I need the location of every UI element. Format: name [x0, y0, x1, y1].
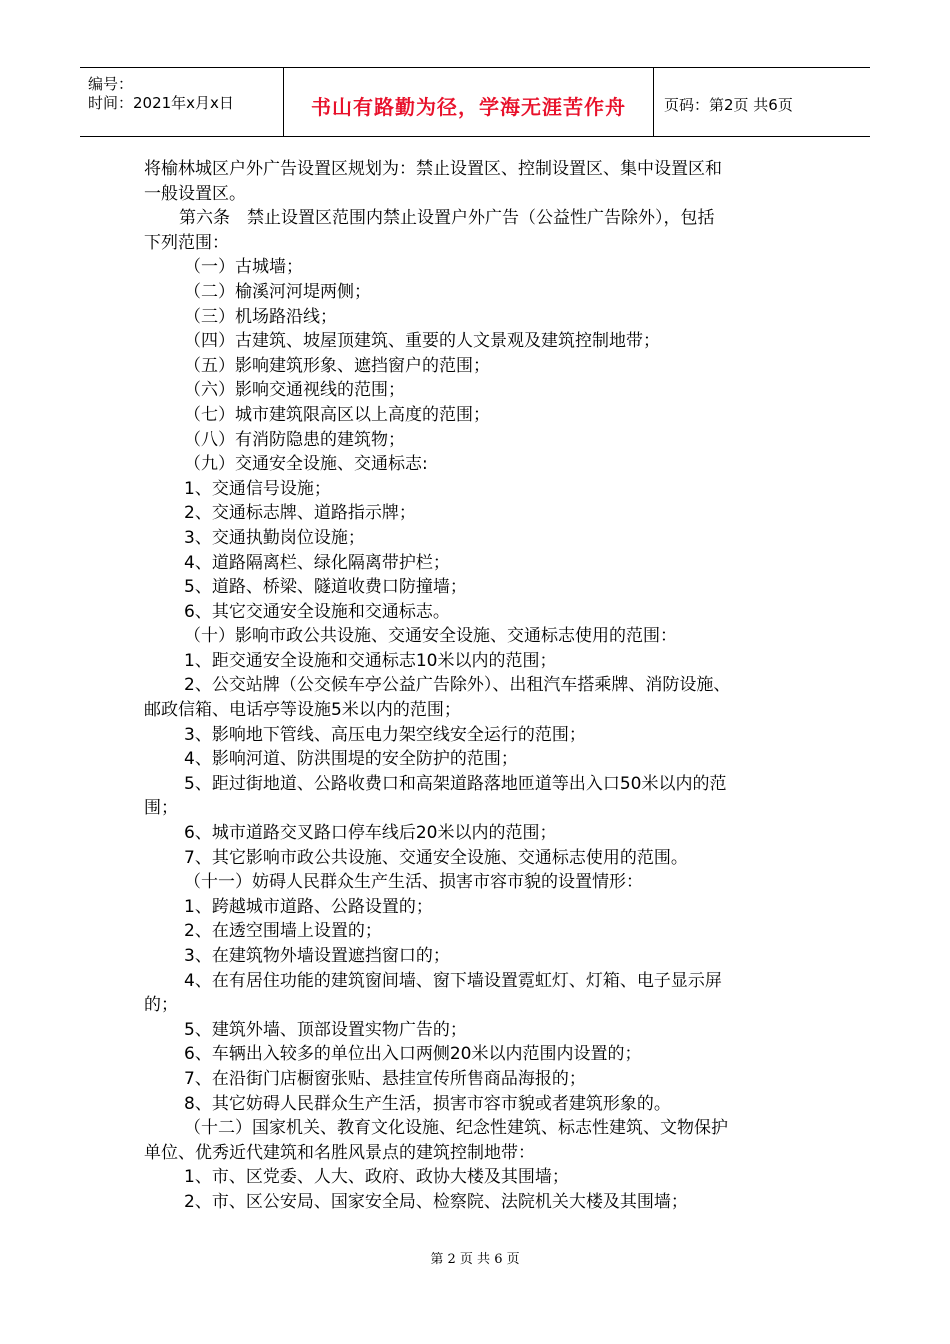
body-line: 1、市、区党委、人大、政府、政协大楼及其围墙； [184, 1167, 569, 1188]
body-line: 2、在透空围墙上设置的； [184, 921, 382, 942]
body-line: 1、距交通安全设施和交通标志10米以内的范围； [184, 650, 557, 671]
body-line: （八）有消防隐患的建筑物； [184, 429, 405, 450]
body-line: 将榆林城区户外广告设置区规划为：禁止设置区、控制设置区、集中设置区和 [144, 159, 722, 179]
body-line: 5、建筑外墙、顶部设置实物广告的； [184, 1019, 467, 1040]
header-page-cell [654, 68, 870, 136]
body-line: 单位、优秀近代建筑和名胜风景点的建筑控制地带： [144, 1142, 535, 1163]
document-body [144, 157, 804, 1215]
body-line: （三）机场路沿线； [184, 306, 337, 327]
body-line: 4、在有居住功能的建筑窗间墙、窗下墙设置霓虹灯、灯箱、电子显示屏 [184, 970, 722, 991]
body-line: 6、其它交通安全设施和交通标志。 [184, 601, 450, 622]
body-line: （五）影响建筑形象、遮挡窗户的范围； [184, 355, 490, 376]
body-line: 1、跨越城市道路、公路设置的； [184, 896, 433, 917]
body-line: 3、在建筑物外墙设置遮挡窗口的； [184, 946, 450, 966]
body-line: 3、交通执勤岗位设施； [184, 527, 365, 548]
header-info-cell [80, 68, 284, 136]
body-line: （十）影响市政公共设施、交通安全设施、交通标志使用的范围： [184, 626, 677, 647]
body-line: 一般设置区。 [144, 183, 246, 204]
body-line: 2、交通标志牌、道路指示牌； [184, 503, 416, 524]
body-line: 5、距过街地道、公路收费口和高架道路落地匝道等出入口50米以内的范 [184, 773, 727, 794]
body-line: （四）古建筑、坡屋顶建筑、重要的人文景观及建筑控制地带； [184, 331, 660, 352]
body-line: 4、影响河道、防洪围堤的安全防护的范围； [184, 749, 518, 770]
body-line: （十一）妨碍人民群众生产生活、损害市容市貌的设置情形： [184, 872, 643, 893]
header-motto-cell [284, 68, 654, 136]
body-line: 6、车辆出入较多的单位出入口两侧20米以内范围内设置的； [184, 1044, 642, 1065]
body-line: 1、交通信号设施； [184, 478, 331, 499]
body-line: 第六条 禁止设置区范围内禁止设置户外广告（公益性广告除外），包括 [179, 208, 715, 229]
body-line: （十二）国家机关、教育文化设施、纪念性建筑、标志性建筑、文物保护 [184, 1118, 728, 1139]
body-line: 5、道路、桥梁、隧道收费口防撞墙； [184, 577, 467, 598]
body-line: 8、其它妨碍人民群众生产生活，损害市容市貌或者建筑形象的。 [184, 1093, 671, 1114]
body-line: 4、道路隔离栏、绿化隔离带护栏； [184, 552, 450, 573]
body-line: （七）城市建筑限高区以上高度的范围； [184, 404, 490, 425]
body-line: 7、在沿街门店橱窗张贴、悬挂宣传所售商品海报的； [184, 1068, 586, 1089]
body-line: 围； [144, 798, 178, 819]
body-line: 2、市、区公安局、国家安全局、检察院、法院机关大楼及其围墙； [184, 1191, 688, 1212]
body-line: （一）古城墙； [184, 257, 303, 278]
body-line: 2、公交站牌（公交候车亭公益广告除外）、出租汽车搭乘牌、消防设施、 [184, 675, 731, 696]
body-line: （二）榆溪河河堤两侧； [184, 281, 371, 302]
body-line: 7、其它影响市政公共设施、交通安全设施、交通标志使用的范围。 [184, 847, 688, 868]
page-header [80, 67, 870, 137]
header-motto: 书山有路勤为径，学海无涯苦作舟 [311, 95, 626, 119]
date-label: 时间：2021年x月x日 [88, 94, 234, 112]
body-line: 的； [144, 995, 178, 1016]
serial-number-label: 编号： [88, 75, 134, 93]
header-page-number: 页码：第2页 共6页 [664, 96, 793, 114]
page-footer: 第 2 页 共 6 页 [430, 1252, 520, 1267]
body-line: （九）交通安全设施、交通标志: [184, 454, 428, 475]
body-line: 6、城市道路交叉路口停车线后20米以内的范围； [184, 823, 557, 844]
body-line: 下列范围： [144, 232, 229, 253]
body-line: （六）影响交通视线的范围； [184, 380, 405, 401]
body-line: 邮政信箱、电话亭等设施5米以内的范围； [144, 700, 461, 721]
body-line: 3、影响地下管线、高压电力架空线安全运行的范围； [184, 724, 586, 745]
